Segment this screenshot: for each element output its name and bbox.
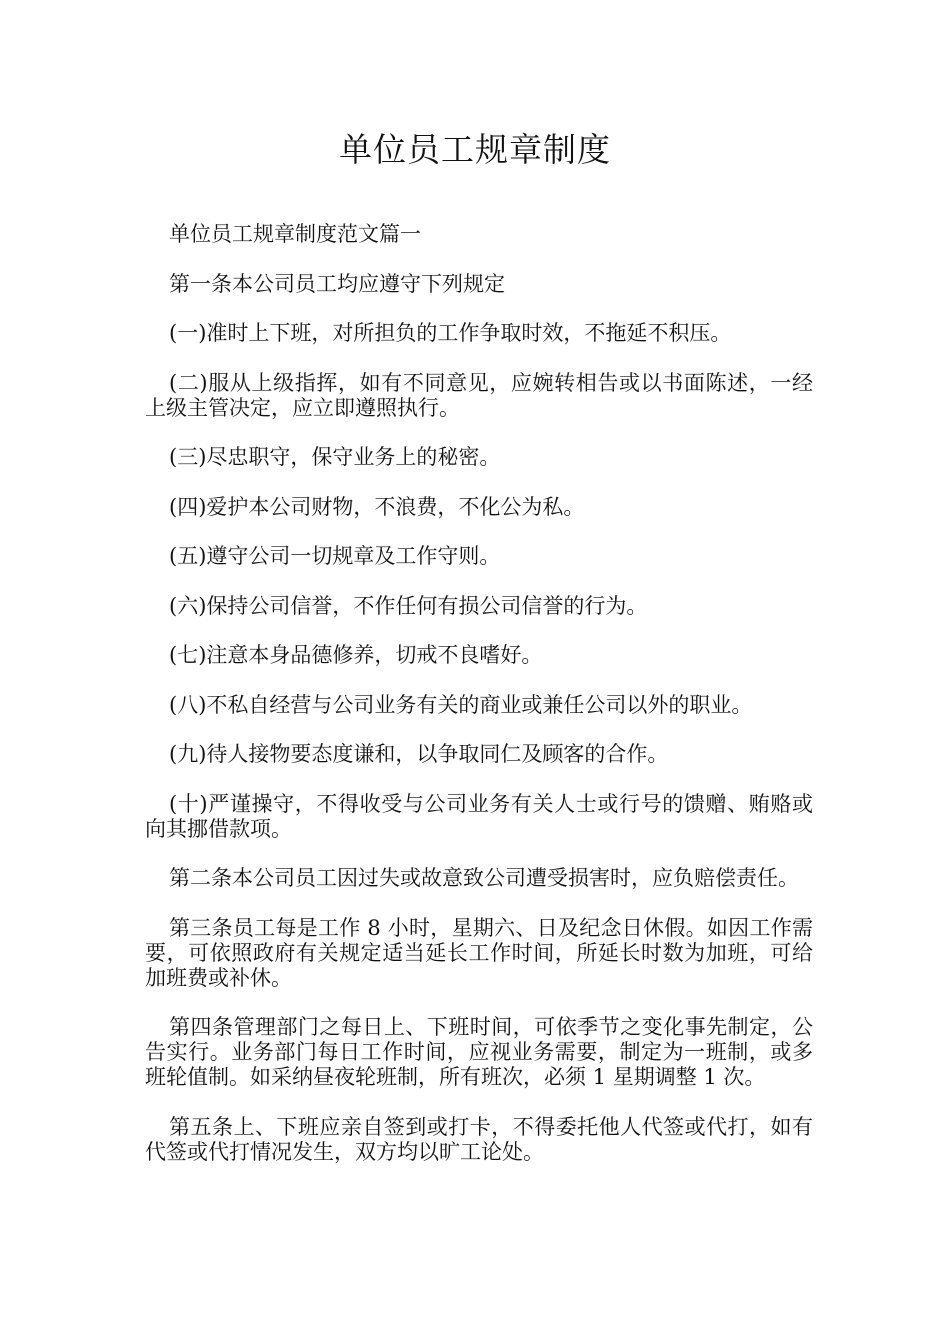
paragraph-rule-6: (六)保持公司信誉，不作任何有损公司信誉的行为。 [169,593,648,618]
paragraph-rule-10: (十)严谨操守，不得收受与公司业务有关人士或行号的馈赠、贿赂或向其挪借款项。 [145,791,813,841]
document-title: 单位员工规章制度 [339,130,611,169]
paragraph-rule-1: (一)准时上下班，对所担负的工作争取时效，不拖延不积压。 [169,321,732,345]
paragraph-rule-4: (四)爱护本公司财物，不浪费，不化公为私。 [169,494,585,519]
paragraph-subtitle: 单位员工规章制度范文篇一 [169,222,421,246]
paragraph-article-4: 第四条管理部门之每日上、下班时间，可依季节之变化事先制定，公告实行。业务部门每日工作时间，应视业务需要，制定为一班制，或多班轮值制。如采纳昼夜轮班制，所有班次，必须 1 星期调整 1 次。 [145,1015,813,1089]
paragraph-rule-3: (三)尽忠职守，保守业务上的秘密。 [169,445,501,469]
paragraph-article-3: 第三条员工每是工作 8 小时，星期六、日及纪念日休假。如因工作需要，可依照政府有关规定适当延长工作时间，所延长时数为加班，可给加班费或补休。 [145,915,813,990]
document-body [145,222,813,1189]
paragraph-article-1: 第一条本公司员工均应遵守下列规定 [169,271,505,296]
paragraph-article-2: 第二条本公司员工因过失或故意致公司遭受损害时，应负赔偿责任。 [169,866,799,890]
paragraph-rule-5: (五)遵守公司一切规章及工作守则。 [169,544,501,568]
paragraph-rule-2: (二)服从上级指挥，如有不同意见，应婉转相告或以书面陈述，一经上级主管决定，应立即遵照执行。 [145,370,813,420]
paragraph-article-5: 第五条上、下班应亲自签到或打卡，不得委托他人代签或代打，如有代签或代打情况发生，双方均以旷工论处。 [145,1114,813,1164]
paragraph-rule-7: (七)注意本身品德修养，切戒不良嗜好。 [169,643,543,667]
paragraph-rule-8: (八)不私自经营与公司业务有关的商业或兼任公司以外的职业。 [169,692,753,717]
paragraph-rule-9: (九)待人接物要态度谦和，以争取同仁及顾客的合作。 [169,742,669,766]
